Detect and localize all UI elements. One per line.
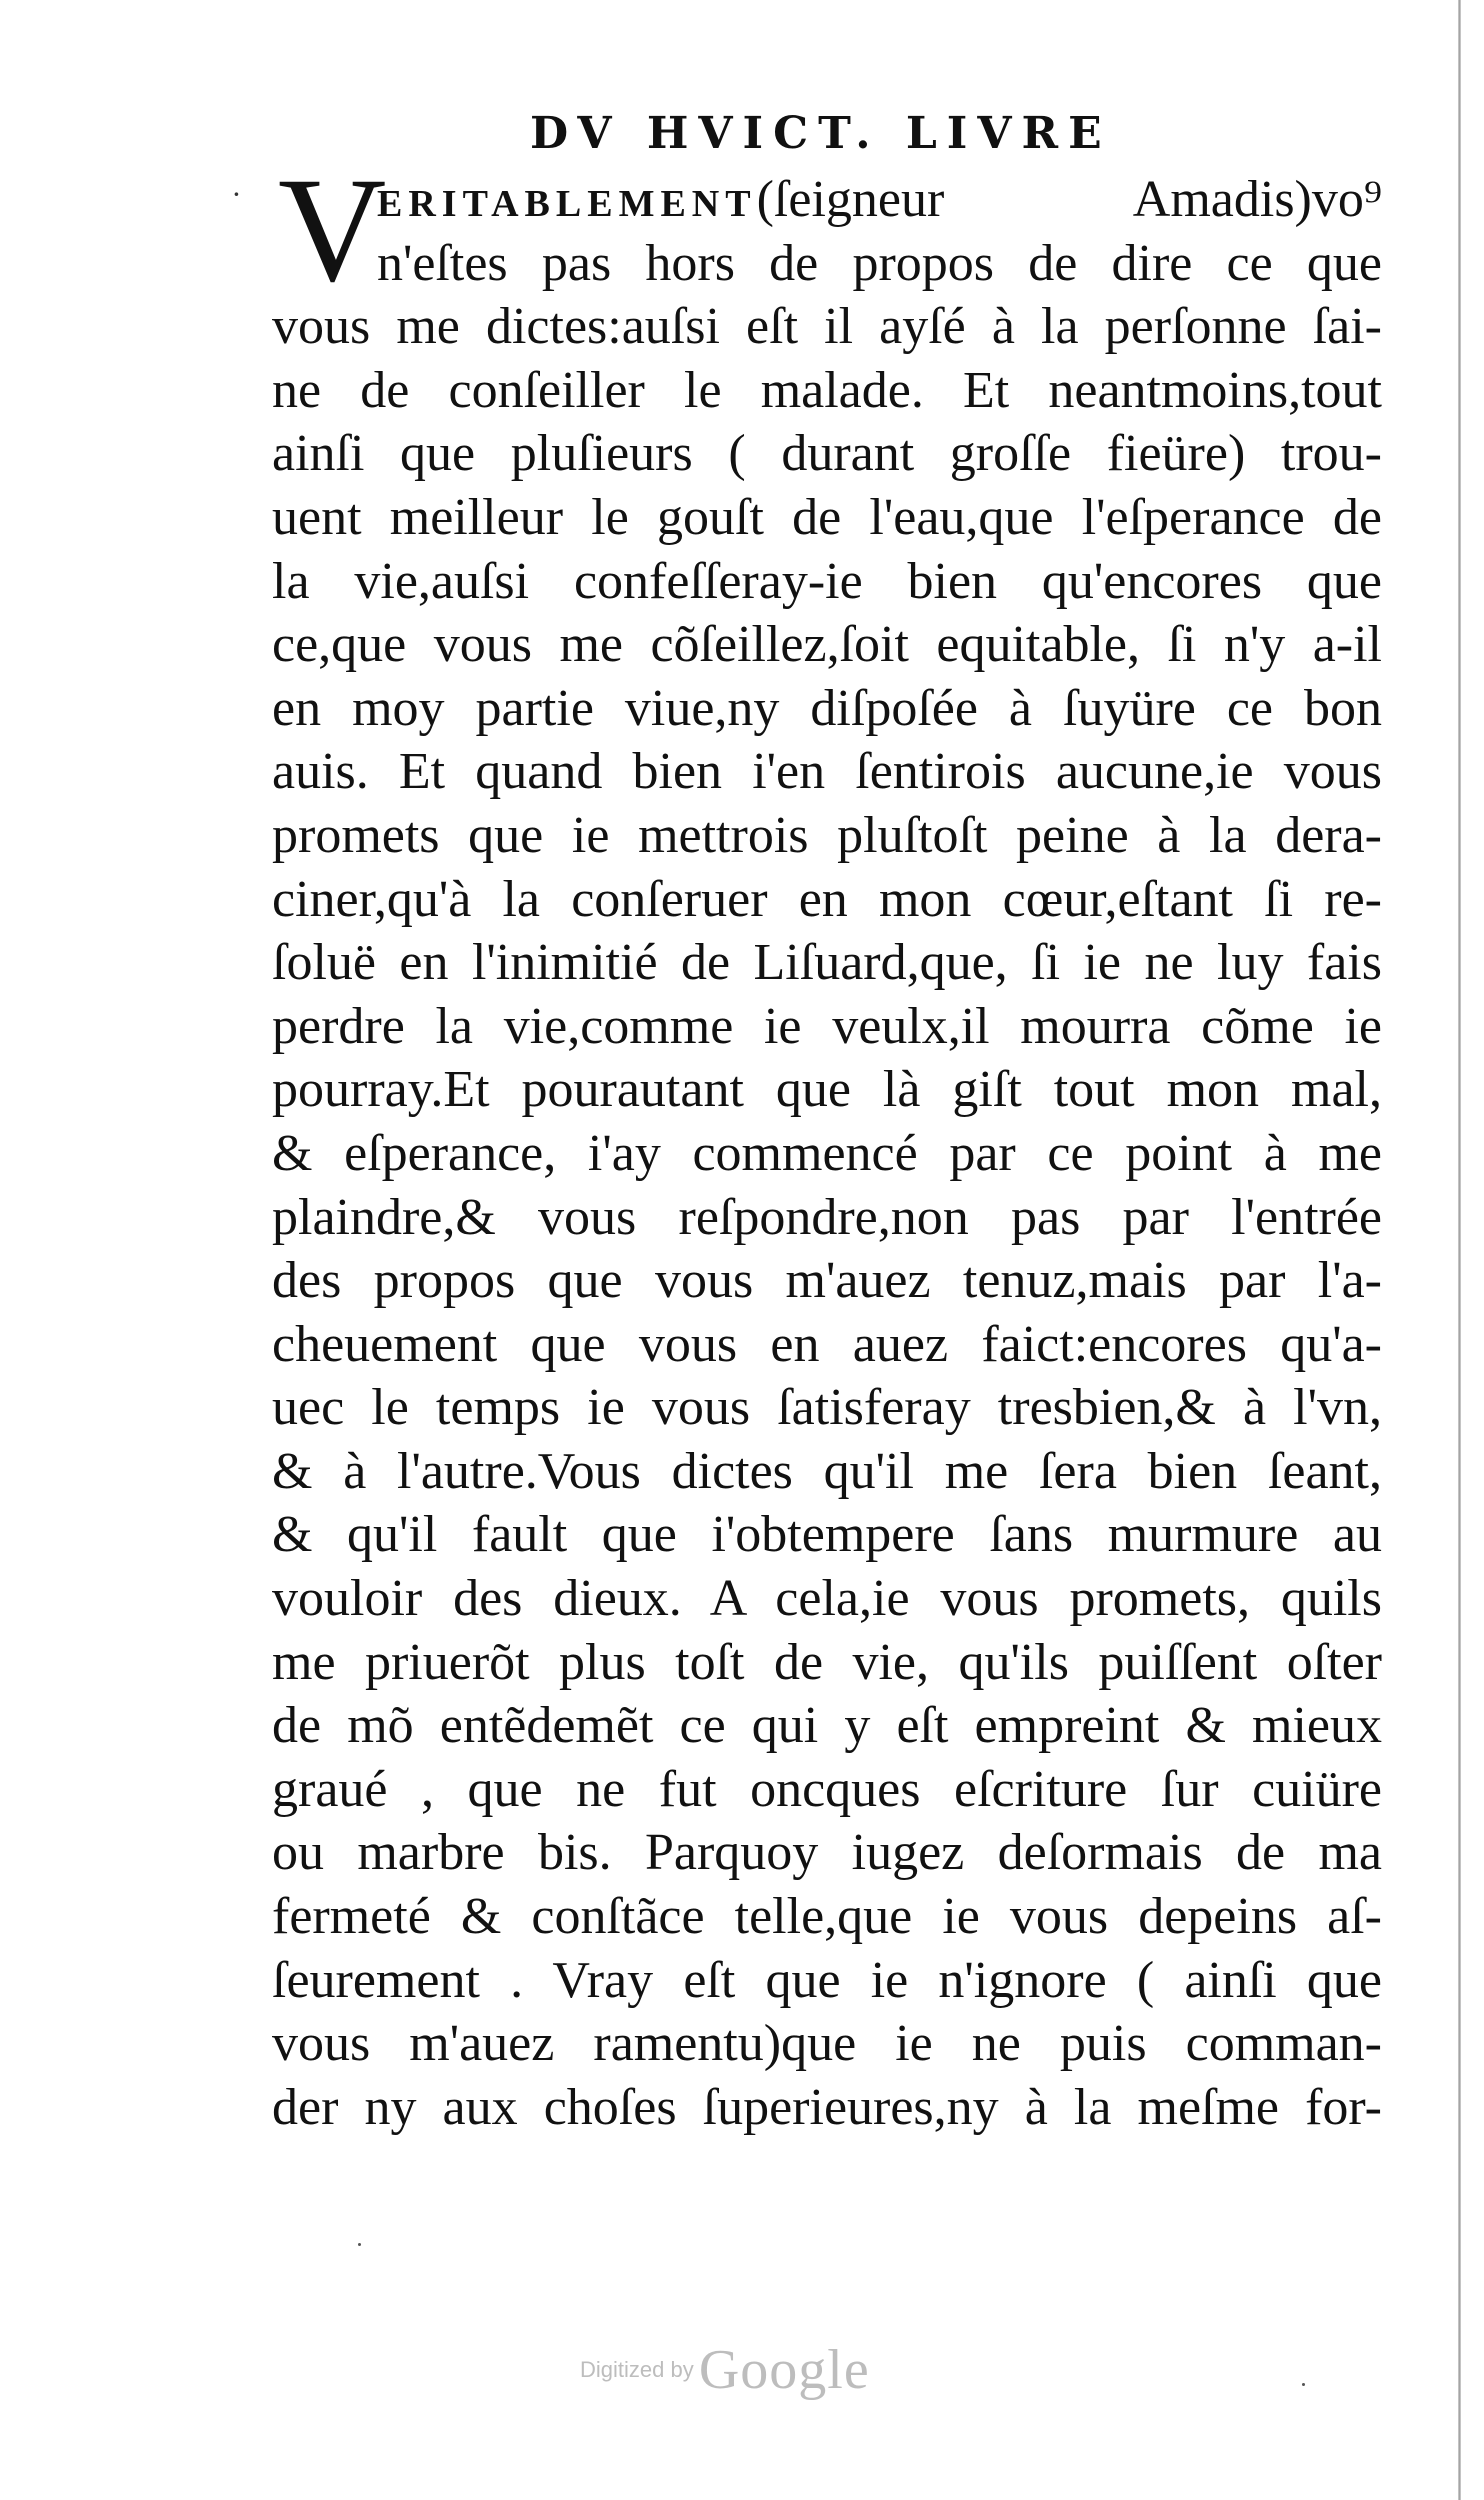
text-line-10: auis. Et quand bien i'en ſentirois aucune,ie vous bbox=[272, 743, 1382, 801]
paper-speck bbox=[358, 2243, 361, 2246]
text-line-11: promets que ie mettrois pluſtoſt peine à la dera- bbox=[272, 806, 1382, 864]
text-line-3: vous me dictes:auſsi eſt il ayſé à la perſonne ſai- bbox=[272, 298, 1382, 356]
text-line-17: plaindre,& vous reſpondre,non pas par l'entrée bbox=[272, 1188, 1382, 1246]
text-line-27: ou marbre bis. Parquoy iugez deſormais de ma bbox=[272, 1824, 1382, 1882]
text-line-21: & à l'autre.Vous dictes qu'il me ſera bien ſeant, bbox=[272, 1442, 1382, 1500]
page-binding-edge bbox=[1458, 0, 1461, 2500]
text-line-19: cheuement que vous en auez faict:encores qu'a- bbox=[272, 1315, 1382, 1373]
text-line-13: ſoluë en l'inimitié de Liſuard,que, ſi ie ne luy fais bbox=[272, 934, 1382, 992]
text-line-15: pourray.Et pourautant que là giſt tout mon mal, bbox=[272, 1061, 1382, 1119]
margin-mark: · bbox=[232, 178, 241, 211]
text-line-30: vous m'auez ramentu)que ie ne puis comman- bbox=[272, 2015, 1382, 2073]
text-line-1-rest: (ſeigneur Amadis)vo⁹ bbox=[756, 171, 1382, 228]
text-line-28: fermeté & conſtãce telle,que ie vous depeins aſ- bbox=[272, 1888, 1382, 1946]
text-line-5: ainſi que pluſieurs ( durant groſſe fieüre) trou- bbox=[272, 425, 1382, 483]
text-line-26: graué , que ne fut oncques eſcriture ſur cuiüre bbox=[272, 1760, 1382, 1818]
text-line-6: uent meilleur le gouſt de l'eau,que l'eſperance de bbox=[272, 488, 1382, 546]
text-line-23: vouloir des dieux. A cela,ie vous promets, quils bbox=[272, 1570, 1382, 1628]
running-head: DV HVICT. LIVRE bbox=[530, 108, 1112, 159]
text-line-20: uec le temps ie vous ſatisferay tresbien,& à l'vn, bbox=[272, 1379, 1382, 1437]
text-line-31: der ny aux choſes ſuperieures,ny à la meſme for- bbox=[272, 2078, 1382, 2136]
text-line-14: perdre la vie,comme ie veulx,il mourra cõme ie bbox=[272, 997, 1382, 1055]
text-line-4: ne de conſeiller le malade. Et neantmoins,tout bbox=[272, 361, 1382, 419]
text-line-24: me priuerõt plus toſt de vie, qu'ils puiſſent oſter bbox=[272, 1633, 1382, 1691]
text-line-1 bbox=[272, 168, 1382, 232]
opening-small-caps: ERITABLEMENT bbox=[377, 183, 757, 225]
drop-cap-initial: V bbox=[278, 147, 387, 313]
text-line-9: en moy partie viue,ny diſpoſée à ſuyüre ce bon bbox=[272, 679, 1382, 737]
digitized-by-label: Digitized by bbox=[580, 2357, 694, 2382]
paper-speck bbox=[1302, 2383, 1305, 2386]
body-text bbox=[272, 147, 1382, 2139]
text-line-8: ce,que vous me cõſeillez,ſoit equitable, ſi n'y a-il bbox=[272, 616, 1382, 674]
google-logo: Google bbox=[698, 2339, 870, 2401]
text-line-18: des propos que vous m'auez tenuz,mais par l'a- bbox=[272, 1252, 1382, 1310]
text-line-7: la vie,auſsi confeſſeray-ie bien qu'encores que bbox=[272, 552, 1382, 610]
text-line-16: & eſperance, i'ay commencé par ce point à me bbox=[272, 1124, 1382, 1182]
text-line-12: ciner,qu'à la conſeruer en mon cœur,eſtant ſi re- bbox=[272, 870, 1382, 928]
text-line-2: n'eſtes pas hors de propos de dire ce que bbox=[377, 234, 1382, 292]
text-line-29: ſeurement . Vray eſt que ie n'ignore ( ainſi que bbox=[272, 1951, 1382, 2009]
digitized-by-watermark bbox=[580, 2338, 870, 2402]
text-line-22: & qu'il fault que i'obtempere ſans murmure au bbox=[272, 1506, 1382, 1564]
text-line-25: de mõ entẽdemẽt ce qui y eſt empreint & mieux bbox=[272, 1697, 1382, 1755]
